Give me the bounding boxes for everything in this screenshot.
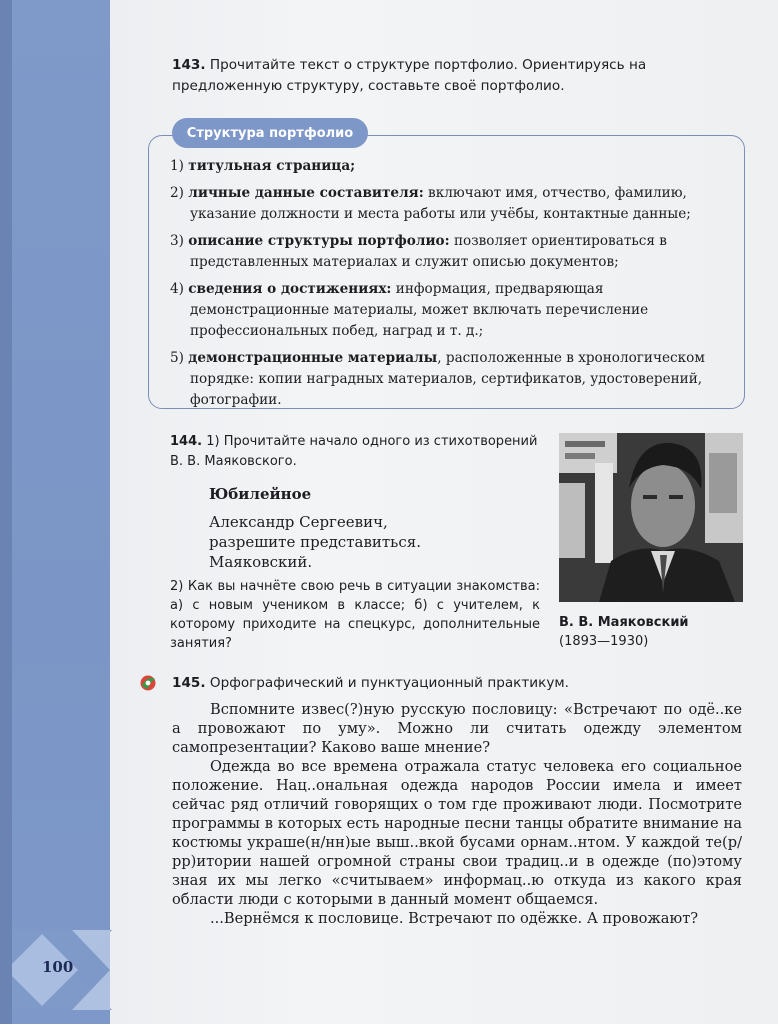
item-term: описание структуры портфолио: <box>188 233 450 249</box>
exercise-text: Орфографический и пунктуационный практикум. <box>209 675 569 691</box>
item-text: , расположенные в хронологическом порядке: копии наградных материалов, сертификатов, удостоверений, фотографии. <box>190 350 705 408</box>
list-item <box>170 231 730 273</box>
poem-line: разрешите представиться. <box>209 533 421 551</box>
item-term: сведения о достижениях: <box>188 281 392 297</box>
paragraph: Одежда во все времена отражала статус человека его социальное положение. Нац..ональная одежда народов России имела и имеет сейчас ряд отличий говорящих о том где проживают люди. Посмотрите программы в которых есть народные песни танцы обратите внимание на костюмы украше(н/нн)ые выш..вкой бусами орнам..нтом. У каждой те(р/рр)итории нашей огромной страны свои традиц..и в одежде (по)этому зная их мы легко «считываем» информац..ю откуда из какого края области люди с которыми в данный момент общаемся. <box>172 758 742 908</box>
poem-line: Маяковский. <box>209 553 313 571</box>
list-item <box>170 279 730 342</box>
exercise-145-text <box>172 700 742 928</box>
item-number: 5) <box>170 350 184 366</box>
portrait-image <box>559 433 743 602</box>
exercise-143 <box>172 55 744 97</box>
portfolio-structure-list <box>170 156 730 417</box>
exercise-text: 1) Прочитайте начало одного из стихотворений В. В. Маяковского. <box>170 434 538 469</box>
box-title: Структура портфолио <box>172 118 368 148</box>
paragraph: Вспомните извес(?)ную русскую пословицу: «Встречают по одё..ке а провожают по уму». Можно ли считать одежду элементом самопрезентации? Каково ваше мнение? <box>172 701 742 756</box>
item-term: титульная страница; <box>188 158 356 174</box>
exercise-number: 144. <box>170 434 203 449</box>
side-color-bar <box>0 0 110 1024</box>
exercise-144-task-2: 2) Как вы начнёте свою речь в ситуации знакомства: а) с новым учеником в классе; б) с учителем, к которому приходите на спецкурс, дополнительные занятия? <box>170 579 540 651</box>
item-term: личные данные составителя: <box>188 185 424 201</box>
poem <box>209 484 529 572</box>
exercise-number: 145. <box>172 675 206 691</box>
spelling-practice-icon <box>138 673 158 693</box>
side-edge <box>0 0 12 1024</box>
portrait-caption-name: В. В. Маяковский <box>559 615 689 630</box>
exercise-144 <box>170 432 540 472</box>
item-number: 1) <box>170 158 184 174</box>
exercise-text: Прочитайте текст о структуре портфолио. Ориентируясь на предложенную структуру, составьте своё портфолио. <box>172 57 647 94</box>
list-item <box>170 183 730 225</box>
list-item <box>170 156 730 177</box>
item-term: демонстрационные материалы <box>188 350 438 366</box>
item-number: 3) <box>170 233 184 249</box>
item-text: включают имя, отчество, фамилию, указание должности и места работы или учёбы, контактные данные; <box>190 185 691 222</box>
item-number: 2) <box>170 185 184 201</box>
exercise-number: 143. <box>172 57 206 73</box>
page-number: 100 <box>42 958 74 976</box>
poem-line: Александр Сергеевич, <box>209 513 388 531</box>
poem-title: Юбилейное <box>209 485 312 503</box>
paragraph: ...Вернёмся к пословице. Встречают по одёжке. А провожают? <box>210 910 699 927</box>
portrait-photo <box>559 433 743 602</box>
item-text: позволяет ориентироваться в представленных материалах и служит описью документов; <box>190 233 667 270</box>
portrait-caption-years: (1893—1930) <box>559 634 649 649</box>
list-item <box>170 348 730 411</box>
item-text: информация, предваряющая демонстрационные материалы, может включать перечисление профессиональных побед, наград и т. д.; <box>190 281 649 339</box>
exercise-145 <box>172 673 742 693</box>
item-number: 4) <box>170 281 184 297</box>
